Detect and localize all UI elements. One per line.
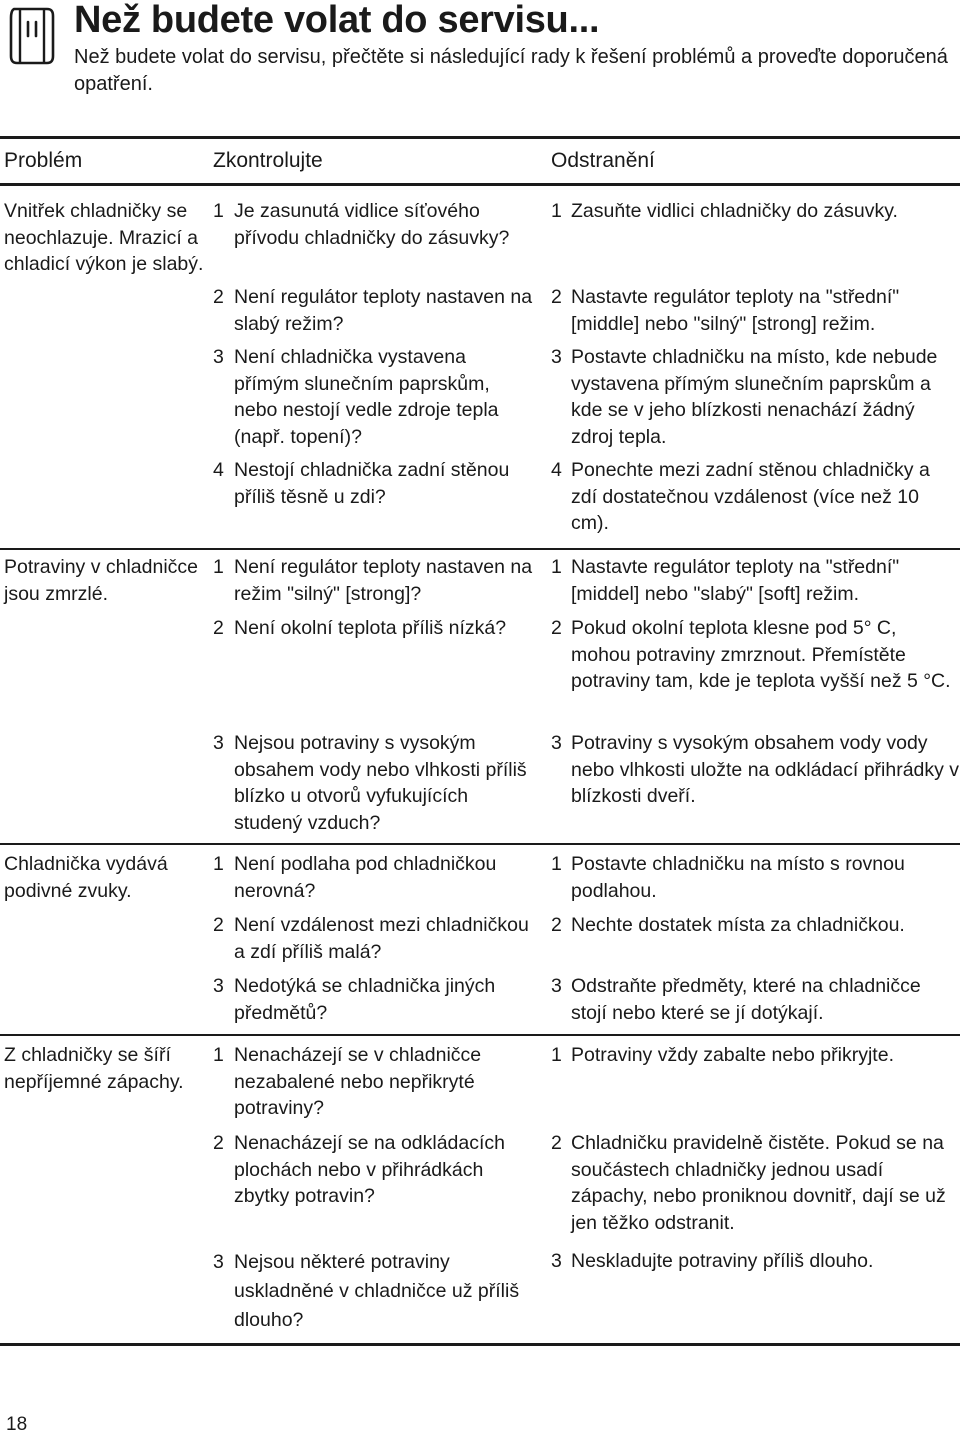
check-item (213, 457, 533, 510)
item-text: Není podlaha pod chladničkou nerovná? (234, 853, 497, 902)
item-number: 2 (213, 914, 224, 936)
item-text: Nedotýká se chladnička jiných předmětů? (234, 975, 496, 1024)
item-text: Ponechte mezi zadní stěnou chladničky a zdí dostatečnou vzdálenost (více než 10 cm). (571, 459, 930, 534)
check-item (213, 1042, 533, 1122)
item-number: 1 (551, 556, 562, 578)
item-text: Neskladujte potraviny příliš dlouho. (571, 1250, 874, 1272)
item-text: Nastavte regulátor teploty na "střední" [middel] nebo "slabý" [soft] režim. (571, 556, 900, 605)
fix-item (551, 730, 960, 810)
fix-item (551, 344, 960, 450)
page-title: Než budete volat do servisu... (74, 0, 600, 41)
item-text: Zasuňte vidlici chladničky do zásuvky. (571, 200, 898, 222)
item-number: 2 (213, 1132, 224, 1154)
check-item (213, 973, 533, 1026)
check-item (213, 912, 533, 965)
item-text: Není vzdálenost mezi chladničkou a zdí příliš malá? (234, 914, 529, 963)
row-divider (0, 1034, 960, 1036)
item-text: Postavte chladničku na místo s rovnou podlahou. (571, 853, 905, 902)
item-number: 3 (551, 1250, 562, 1272)
check-item (213, 344, 533, 450)
column-header-fix: Odstranění (551, 149, 655, 172)
fix-item (551, 1248, 960, 1275)
item-text: Chladničku pravidelně čistěte. Pokud se na součástech chladničky jednou usadí zápachy, nebo proniknou dovnitř, dají se už jen těžko odstranit. (571, 1132, 946, 1234)
fix-item (551, 1130, 960, 1236)
column-header-check: Zkontrolujte (213, 149, 323, 172)
item-number: 3 (213, 346, 224, 368)
item-number: 2 (551, 617, 562, 639)
fix-item (551, 198, 960, 225)
check-item (213, 1130, 533, 1210)
check-item (213, 1248, 533, 1335)
column-header-problem: Problém (4, 149, 83, 172)
item-number: 1 (213, 200, 224, 222)
check-item (213, 730, 533, 836)
item-text: Je zasunutá vidlice síťového přívodu chladničky do zásuvky? (234, 200, 510, 249)
fix-item (551, 912, 960, 939)
item-number: 2 (551, 1132, 562, 1154)
item-text: Není regulátor teploty nastaven na režim "silný" [strong]? (234, 556, 533, 605)
item-text: Nestojí chladnička zadní stěnou příliš těsně u zdi? (234, 459, 510, 508)
fix-item (551, 615, 960, 695)
item-text: Nejsou potraviny s vysokým obsahem vody nebo vlhkosti příliš blízko u otvorů vyfukujících studený vzduch? (234, 732, 527, 834)
fix-item (551, 457, 960, 537)
page-subtitle: Než budete volat do servisu, přečtěte si následující rady k řešení problémů a proveďte doporučená opatření. (74, 46, 948, 95)
item-text: Nenacházejí se na odkládacích plochách nebo v přihrádkách zbytky potravin? (234, 1132, 506, 1207)
item-text: Není regulátor teploty nastaven na slabý režim? (234, 286, 533, 335)
item-number: 1 (551, 853, 562, 875)
item-number: 1 (213, 1044, 224, 1066)
check-item (213, 851, 533, 904)
fix-item (551, 554, 960, 607)
check-item (213, 615, 533, 642)
item-number: 3 (551, 975, 562, 997)
table-top-rule (0, 136, 960, 139)
page-number: 18 (6, 1414, 28, 1435)
check-item (213, 554, 533, 607)
item-number: 4 (213, 459, 224, 481)
item-text: Nastavte regulátor teploty na "střední" [middle] nebo "silný" [strong] režim. (571, 286, 900, 335)
item-number: 2 (213, 286, 224, 308)
item-number: 1 (551, 200, 562, 222)
item-text: Nechte dostatek místa za chladničkou. (571, 914, 905, 936)
problem-cell: Chladnička vydává podivné zvuky. (4, 853, 168, 902)
item-text: Postavte chladničku na místo, kde nebude vystavena přímým slunečním paprskům a kde se v jeho blízkosti nenachází žádný zdroj tepla. (571, 346, 938, 448)
item-number: 3 (213, 1251, 224, 1273)
check-item (213, 284, 533, 337)
item-text: Není okolní teplota příliš nízká? (234, 617, 507, 639)
item-number: 1 (213, 853, 224, 875)
problem-cell: Potraviny v chladničce jsou zmrzlé. (4, 556, 199, 605)
row-divider (0, 843, 960, 845)
item-text: Pokud okolní teplota klesne pod 5° C, mohou potraviny zmrznout. Přemístěte potraviny tam, kde je teplota vyšší než 5 °C. (571, 617, 951, 692)
refrigerator-icon (6, 6, 58, 66)
fix-item (551, 1042, 960, 1069)
item-text: Odstraňte předměty, které na chladničce stojí nebo které se jí dotýkají. (571, 975, 921, 1024)
item-number: 4 (551, 459, 562, 481)
fix-item (551, 284, 960, 337)
item-number: 3 (551, 732, 562, 754)
item-number: 1 (551, 1044, 562, 1066)
item-text: Nenacházejí se v chladničce nezabalené nebo nepřikryté potraviny? (234, 1044, 482, 1119)
item-number: 1 (213, 556, 224, 578)
item-number: 3 (213, 732, 224, 754)
check-item (213, 198, 533, 251)
item-number: 2 (551, 286, 562, 308)
item-number: 2 (213, 617, 224, 639)
table-bottom-rule (0, 1343, 960, 1346)
fix-item (551, 973, 960, 1026)
item-text: Nejsou některé potraviny uskladněné v chladničce už příliš dlouho? (234, 1251, 520, 1331)
item-number: 2 (551, 914, 562, 936)
fix-item (551, 851, 960, 904)
item-text: Potraviny vždy zabalte nebo přikryjte. (571, 1044, 894, 1066)
header-bottom-rule (0, 183, 960, 186)
item-number: 3 (551, 346, 562, 368)
item-text: Není chladnička vystavena přímým slunečním paprskům, nebo nestojí vedle zdroje tepla (např. topení)? (234, 346, 499, 448)
problem-cell: Z chladničky se šíří nepříjemné zápachy. (4, 1044, 184, 1093)
row-divider (0, 548, 960, 550)
item-number: 3 (213, 975, 224, 997)
item-text: Potraviny s vysokým obsahem vody vody nebo vlhkosti uložte na odkládací přihrádky v blízkosti dveří. (571, 732, 960, 807)
problem-cell: Vnitřek chladničky se neochlazuje. Mrazicí a chladicí výkon je slabý. (4, 200, 204, 275)
